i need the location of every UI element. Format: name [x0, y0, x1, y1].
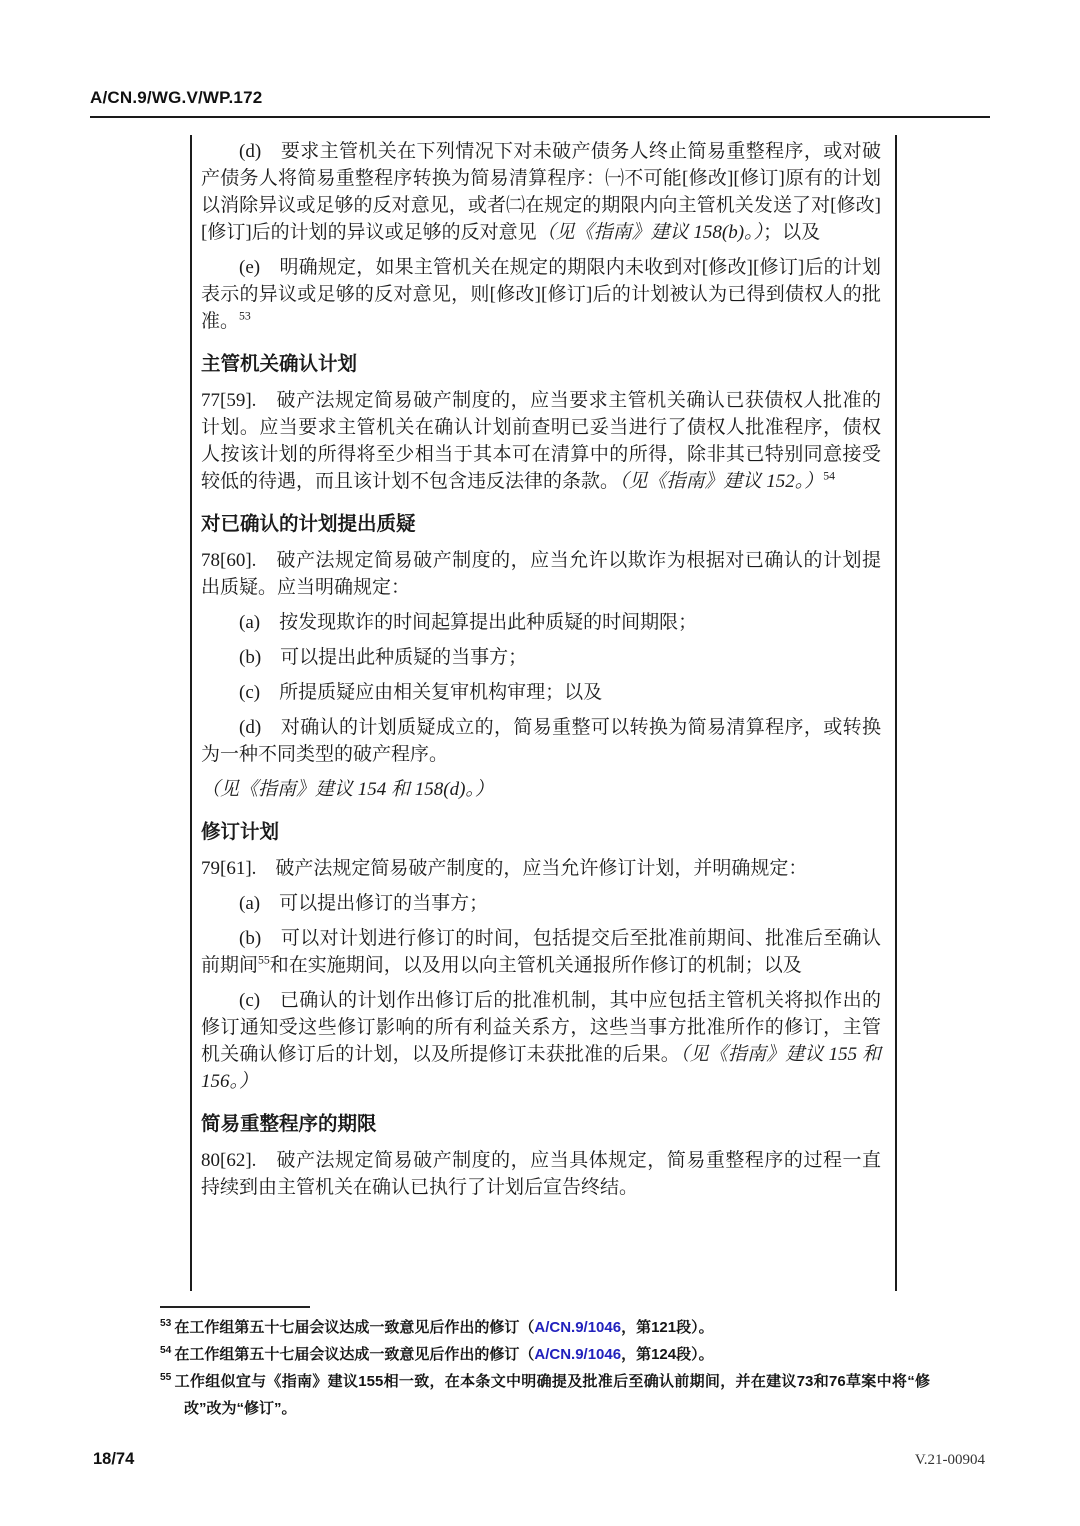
paragraph-80-62	[201, 1147, 881, 1201]
text-run-normal: 和在实施期间，以及用以向主管机关通报所作修订的机制；以及	[269, 955, 802, 976]
text-run-normal: ；以及	[763, 222, 821, 243]
section-heading-amendment: 修订计划	[201, 822, 280, 843]
text-run-normal: ，第124段）。	[621, 1346, 714, 1363]
footnotes-block	[160, 1306, 930, 1422]
document-code: V.21-00904	[914, 1452, 985, 1468]
paragraph-78-60	[201, 547, 881, 601]
list-item-78d	[201, 714, 881, 768]
text-run-normal: (c) 所提质疑应由相关复审机构审理；以及	[239, 682, 603, 703]
text-run-sup: 53	[239, 309, 251, 323]
text-run-cite: （见《指南》建议 154 和 158(d)。）	[201, 779, 494, 800]
text-run-normal: (c) 已确认的计划作出修订后的批准机制，其中应包括主管机关将拟作出的修订通知受这些修订影响的所有利益关系方，这些当事方批准所作的修订，主管机关确认修订后的计划，以及所提修订未获批准的后果。	[201, 990, 881, 1065]
text-run-normal: 80[62]. 破产法规定简易破产制度的，应当具体规定，简易重整程序的过程一直持续到由主管机关在确认已执行了计划后宣告终结。	[201, 1150, 881, 1198]
text-run-normal: 在工作组第五十七届会议达成一致意见后作出的修订（	[174, 1319, 535, 1336]
list-item-79b	[201, 925, 881, 979]
list-item-78a	[201, 609, 881, 636]
document-reference-link[interactable]: A/CN.9/1046	[534, 1319, 622, 1336]
text-run-normal: (b) 可以提出此种质疑的当事方；	[239, 647, 528, 668]
text-run-fnsup: 54	[160, 1345, 172, 1356]
revision-changebar-right	[895, 135, 897, 1291]
text-run-normal: 79[61]. 破产法规定简易破产制度的，应当允许修订计划，并明确规定：	[201, 858, 808, 879]
document-symbol: A/CN.9/WG.V/WP.172	[90, 88, 263, 107]
footnote-separator-rule	[160, 1306, 310, 1308]
text-run-cite: （见《指南》建议 158(b)。）	[536, 222, 764, 243]
section-heading-challenge: 对已确认的计划提出质疑	[201, 514, 416, 535]
section-heading-confirmation: 主管机关确认计划	[201, 354, 358, 375]
list-item-79c	[201, 987, 881, 1095]
list-item-78c	[201, 679, 881, 706]
paragraph-77-59	[201, 387, 881, 495]
document-reference-link[interactable]: A/CN.9/1046	[534, 1346, 622, 1363]
paragraph-d	[201, 138, 881, 246]
paragraph-79-61	[201, 855, 881, 882]
main-text-block	[201, 138, 881, 1209]
list-item-79a	[201, 890, 881, 917]
section-heading-period: 简易重整程序的期限	[201, 1114, 377, 1135]
text-run-normal: (d) 要求主管机关在下列情况下对未破产债务人终止简易重整程序，或对破产债务人将简易重整程序转换为简易清算程序：㈠不可能[修改][修订]原有的计划以消除异议或足够的反对意见，或者㈡在规定的期限内向主管机关发送了对[修改][修订]后的计划的异议或足够的反对意见	[201, 141, 881, 243]
text-run-normal: 工作组似宜与《指南》建议155相一致，在本条文中明确提及批准后至确认前期间，并在建议73和76草案中将“修改”改为“修订”。	[174, 1373, 930, 1417]
text-run-normal: 77[59]. 破产法规定简易破产制度的，应当要求主管机关确认已获债权人批准的计划。应当要求主管机关在确认计划前查明已妥当进行了债权人批准程序，债权人按该计划的所得将至少相当于其本可在清算中的所得，除非其已特别同意接受较低的待遇，而且该计划不包含违反法律的条款。	[201, 390, 881, 492]
text-run-normal: 78[60]. 破产法规定简易破产制度的，应当允许以欺诈为根据对已确认的计划提出质疑。应当明确规定：	[201, 550, 881, 598]
text-run-normal: ，第121段）。	[621, 1319, 714, 1336]
text-run-normal: 在工作组第五十七届会议达成一致意见后作出的修订（	[174, 1346, 535, 1363]
footnote-54	[160, 1341, 930, 1368]
text-run-normal: (d) 对确认的计划质疑成立的，简易重整可以转换为简易清算程序，或转换为一种不同类型的破产程序。	[201, 717, 881, 765]
text-run-fnsup: 55	[160, 1372, 172, 1383]
text-run-fnsup: 53	[160, 1318, 172, 1329]
text-run-cite: （见《指南》建议 155 和 156。）	[201, 1044, 881, 1092]
text-run-cite: （见《指南》建议 152。）	[619, 471, 824, 492]
text-run-sup: 54	[823, 469, 836, 483]
text-run-normal: (a) 可以提出修订的当事方；	[239, 893, 489, 914]
citation-line-78	[201, 776, 881, 803]
header-rule	[90, 116, 990, 118]
paragraph-e	[201, 254, 881, 335]
text-run-sup: 55	[258, 953, 270, 967]
text-run-normal: (a) 按发现欺诈的时间起算提出此种质疑的时间期限；	[239, 612, 698, 633]
page-number: 18/74	[93, 1450, 135, 1468]
revision-changebar-left	[190, 135, 192, 1291]
footnote-55	[160, 1368, 930, 1422]
text-run-normal: (e) 明确规定，如果主管机关在规定的期限内未收到对[修改][修订]后的计划表示的异议或足够的反对意见，则[修改][修订]后的计划被认为已得到债权人的批准。	[201, 257, 881, 332]
text-run-normal: (b) 可以对计划进行修订的时间，包括提交后至批准前期间、批准后至确认前期间	[201, 928, 881, 976]
footnote-53	[160, 1314, 930, 1341]
list-item-78b	[201, 644, 881, 671]
